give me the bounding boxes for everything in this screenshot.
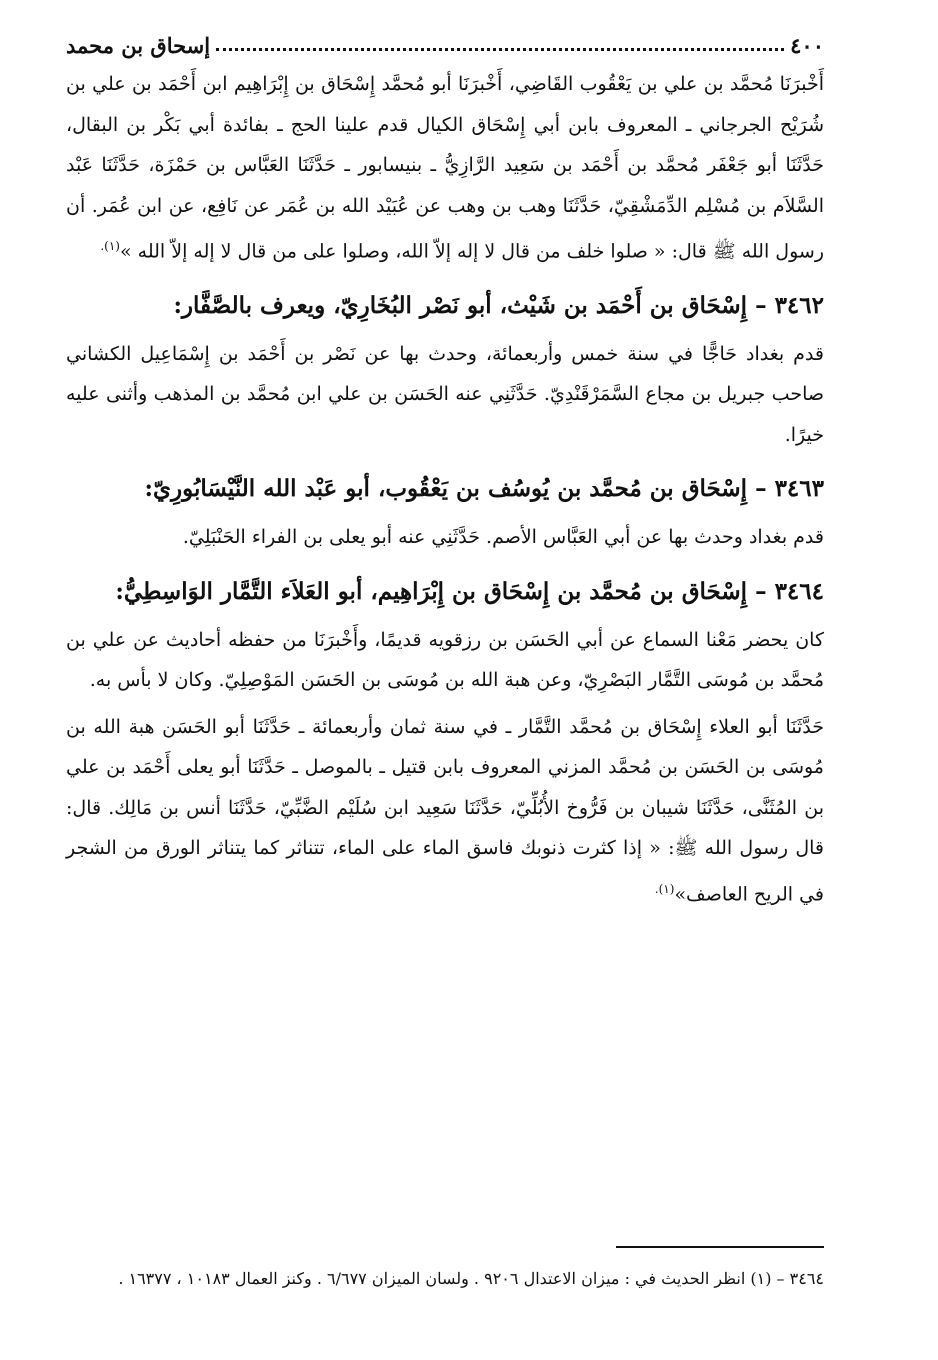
entry-number: ٣٤٦٣ xyxy=(774,475,824,503)
entry-paragraph: قدم بغداد حَاجًّا في سنة خمس وأربعمائة، وحدث بها عن نَصْر بن أَحْمَد بن إِسْمَاعِيل الكشاني صاحب جبريل بن مجاع السَّمَرْقَنْدِيّ. حَدَّثَنِي عنه الحَسَن بن علي ابن مُحمَّد بن المذهب وأثنى عليه خيرًا. xyxy=(66,342,824,446)
running-header xyxy=(66,28,824,62)
footnote: ٣٤٦٤ – (١) انظر الحديث في : ميزان الاعتدال ٩٢٠٦ . ولسان الميزان ٦/٦٧٧ . وكنز العمال ١٠١٨٣ ، ١٦٣٧٧ . xyxy=(118,1269,824,1288)
entry-title: – إِسْحَاق بن أَحْمَد بن شَيْث، أبو نَصْر البُخَارِيّ، ويعرف بالصَّفَّار: xyxy=(173,291,767,319)
footnote-marker: (١). xyxy=(100,239,120,253)
entry-title: – إِسْحَاق بن مُحمَّد بن إِسْحَاق بن إِبْرَاهِيم، أبو العَلاَء التَّمَّار الوَاسِطِيُّ: xyxy=(115,577,767,605)
entry-title: – إِسْحَاق بن مُحمَّد بن يُوسُف بن يَعْقُوب، أبو عَبْد الله النَّيْسَابُورِيّ: xyxy=(144,475,767,503)
entry-paragraph: قدم بغداد وحدث بها عن أبي العَبَّاس الأصم. حَدَّثَنِي عنه أبو يعلى بن الفراء الحَنْبَلِيّ. xyxy=(182,526,824,549)
footnote-marker: (١). xyxy=(654,881,675,896)
footnote-separator xyxy=(616,1246,824,1248)
running-title: إسحاق بن محمد xyxy=(66,32,211,58)
hadith-text: حَدَّثَنَا أبو العلاء إِسْحَاق بن مُحمَّد التَّمَّار ـ في سنة ثمان وأربعمائة ـ حَدَّثَنَا أبو الحَسَن هبة الله بن مُوسَى بن الحَسَن بن مُحمَّد المزني المعروف بابن قتيل ـ بالموصل ـ حَدَّثَنَا أبو يعلى أَحْمَد بن علي بن المُثَنَّى، حَدَّثَنَا شيبان بن فَرُّوخ الأُبُلِّيّ، حَدَّثَنَا سَعِيد ابن سُلَيْم الضَّبِّيّ، حَدَّثَنَا أنس بن مَالِك. قال: قال رسول الله ﷺ: « إذا كثرت ذنوبك فاسق الماء على الماء، تتناثر كما يتناثر الورق من الشجر في الريح العاصف» xyxy=(66,715,824,906)
header-dot-leader xyxy=(216,48,784,51)
entry-heading-3464 xyxy=(66,572,824,612)
intro-text: أَخْبرَنَا مُحمَّد بن علي بن يَعْقُوب القَاضِي، أَخْبرَنَا أبو مُحمَّد إِسْحَاق بن إِبْرَاهِيم ابن أَحْمَد بن علي بن شُرَيْح الجرجاني ـ المعروف بابن أبي إِسْحَاق الكيال قدم علينا الحج ـ بفائدة أبي بَكْر بن البقال، حَدَّثَنَا أبو جَعْفَر مُحمَّد بن أَحْمَد بن سَعِيد الرَّازِيُّ ـ بنيسابور ـ حَدَّثَنَا العَبَّاس بن حَمْزَة، حَدَّثَنَا عَبْد السَّلاَم بن مُسْلِم الدِّمَشْقِيّ، حَدَّثَنَا وهب بن وهب عن عُبَيْد الله بن عُمَر عن نَافِع، عن ابن عُمَر. أن رسول الله ﷺ قال: « صلوا خلف من قال لا إله إلاّ الله، وصلوا على من قال لا إله إلاّ الله » xyxy=(66,73,824,263)
entry-paragraph xyxy=(66,707,824,915)
entry-number: ٣٤٦٢ xyxy=(774,291,824,319)
page-body xyxy=(66,64,824,915)
entry-heading-3462 xyxy=(66,286,824,326)
entry-number: ٣٤٦٤ xyxy=(774,577,824,605)
entry-heading-3463 xyxy=(66,469,824,509)
entry-paragraph: كان يحضر مَعْنا السماع عن أبي الحَسَن بن رزقويه قديمًا، وأَخْبرَنَا من حفظه أحاديث عن علي بن مُحمَّد بن مُوسَى التَّمَّار البَصْرِيّ، وعن هبة الله بن مُوسَى بن الحَسَن المَوْصِلِيّ. وكان لا بأس به. xyxy=(66,628,824,692)
intro-paragraph xyxy=(66,64,824,272)
page-number: ٤٠٠ xyxy=(790,32,824,58)
